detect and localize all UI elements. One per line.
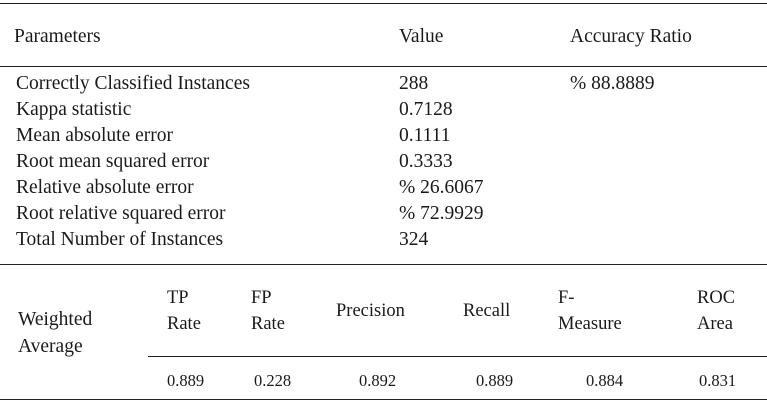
header-rule — [0, 66, 767, 67]
row-parameter: Root relative squared error — [16, 203, 226, 224]
weighted-value-recall: 0.889 — [476, 371, 514, 390]
weighted-header-f-measure-line2: Measure — [558, 314, 622, 334]
weighted-header-tp-line1: TP — [167, 288, 189, 308]
weighted-header-roc-line1: ROC — [697, 288, 736, 308]
weighted-label-line1: Weighted — [18, 309, 93, 330]
row-ratio: % 88.8889 — [570, 73, 655, 94]
header-accuracy-ratio: Accuracy Ratio — [570, 26, 692, 47]
bottom-rule — [0, 399, 767, 400]
row-parameter: Root mean squared error — [16, 151, 210, 172]
weighted-header-recall: Recall — [463, 301, 511, 321]
row-value: 0.3333 — [399, 151, 453, 172]
weighted-header-precision: Precision — [336, 301, 405, 321]
header-value: Value — [399, 26, 444, 47]
weighted-value-tp-rate: 0.889 — [167, 371, 205, 390]
weighted-value-fp-rate: 0.228 — [254, 371, 292, 390]
row-value: % 72.9929 — [399, 203, 484, 224]
weighted-value-f-measure: 0.884 — [586, 371, 624, 390]
weighted-header-rule — [148, 356, 767, 357]
weighted-header-tp-line2: Rate — [167, 314, 201, 334]
row-value: % 26.6067 — [399, 177, 484, 198]
section-rule — [0, 264, 767, 265]
row-value: 324 — [399, 229, 429, 250]
row-parameter: Relative absolute error — [16, 177, 194, 198]
weighted-label-line2: Average — [18, 336, 83, 357]
weighted-header-f-measure-line1: F- — [558, 288, 575, 308]
weighted-value-roc-area: 0.831 — [699, 371, 737, 390]
weighted-header-fp-line1: FP — [251, 288, 272, 308]
top-rule — [0, 3, 767, 4]
row-value: 0.7128 — [399, 99, 453, 120]
row-parameter: Kappa statistic — [16, 99, 132, 120]
row-value: 288 — [399, 73, 429, 94]
row-value: 0.1111 — [399, 125, 451, 146]
weighted-header-fp-line2: Rate — [251, 314, 285, 334]
row-parameter: Mean absolute error — [16, 125, 174, 146]
row-parameter: Total Number of Instances — [16, 229, 224, 250]
weighted-header-roc-line2: Area — [697, 314, 733, 334]
weighted-value-precision: 0.892 — [359, 371, 397, 390]
header-parameters: Parameters — [14, 26, 101, 47]
row-parameter: Correctly Classified Instances — [16, 73, 250, 94]
